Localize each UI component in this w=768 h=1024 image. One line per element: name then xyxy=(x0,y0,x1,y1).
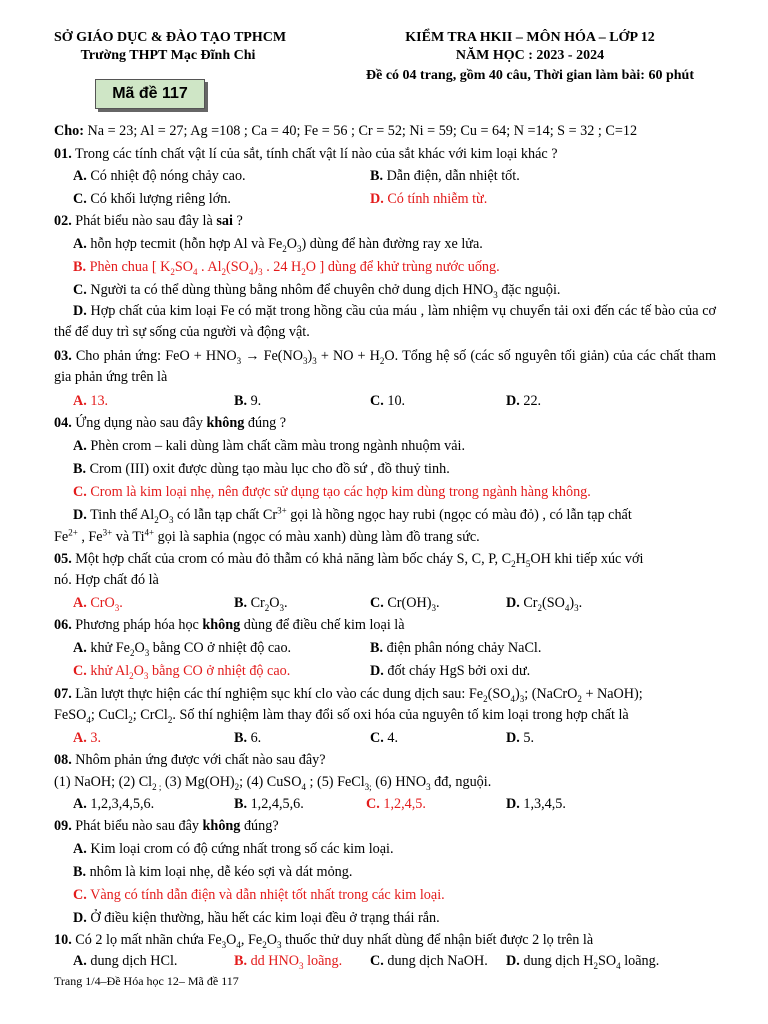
q2-option-b: B. Phèn chua [ $K_2SO_4$ . $Al_2(SO_4)_3$ . 24 $H_2O$ ] dùng để khử trùng nước uống. xyxy=(73,259,500,277)
q1-option-d: D. Có tính nhiễm từ. xyxy=(370,191,488,207)
q6-option-a: A. khử $Fe_2O_3$ bằng CO ở nhiệt độ cao. xyxy=(73,640,292,658)
q8-option-a: A. 1,2,3,4,5,6. xyxy=(73,796,155,812)
question-07-cont: FeSO$_4$; CuCl$_2$; CrCl$_2$. Số thí nghiệm làm thay đổi số oxi hóa của nguyên tố kim loại trong hợp chất là xyxy=(54,707,629,725)
q9-option-c: C. Vàng có tính dẫn điện và dẫn nhiệt tốt nhất trong các kim loại. xyxy=(73,887,445,903)
q5-option-a: A. CrO$_3$. xyxy=(73,595,123,613)
given-data: Cho: Na = 23; Al = 27; Ag =108 ; Ca = 40; Fe = 56 ; Cr = 52; Ni = 59; Cu = 64; N =14; S = 32 ; C=12 xyxy=(54,123,638,139)
question-02: 02. Phát biểu nào sau đây là sai ? xyxy=(54,213,243,229)
q10-option-d: D. dung dịch $H_2SO_4$ loãng. xyxy=(506,953,660,971)
q1-option-a: A. Có nhiệt độ nóng chảy cao. xyxy=(73,168,246,184)
q10-option-b: B. dd $HNO_3$ loãng. xyxy=(234,953,343,971)
exam-code-badge: Mã đề 117 xyxy=(95,79,205,109)
department-name: SỞ GIÁO DỤC & ĐÀO TẠO TPHCM xyxy=(54,30,287,45)
q4-option-d-cont: $Fe^{2+}$ , $Fe^{3+}$ và $Ti^{4+}$ gọi là saphia (ngọc có màu xanh) dùng làm đồ trang sức. xyxy=(54,527,480,545)
q4-option-a: A. Phèn crom – kali dùng làm chất cầm màu trong ngành nhuộm vải. xyxy=(73,438,466,454)
q6-option-d: D. đốt cháy HgS bởi oxi dư. xyxy=(370,663,531,679)
q4-option-c: C. Crom là kim loại nhẹ, nên được sử dụng tạo các hợp kim dùng trong ngành hàng không. xyxy=(73,484,591,500)
q5-option-b: B. $Cr_2O_3$. xyxy=(234,595,288,613)
q7-option-d: D. 5. xyxy=(506,730,534,746)
q9-option-d: D. Ở điều kiện thường, hầu hết các kim loại đều ở trạng thái rắn. xyxy=(73,910,440,926)
question-06: 06. Phương pháp hóa học không dùng để điều chế kim loại là xyxy=(54,617,405,633)
q8-option-c: C. 1,2,4,5. xyxy=(366,796,426,812)
q3-option-c: C. 10. xyxy=(370,393,406,409)
q5-option-c: C. $Cr(OH)_3$. xyxy=(370,595,440,613)
school-name: Trường THPT Mạc Đĩnh Chi xyxy=(80,48,256,63)
question-10: 10. Có 2 lọ mất nhãn chứa $Fe_3O_4$, $Fe_2O_3$ thuốc thử duy nhất dùng để nhận biết được 2 lọ trên là xyxy=(54,932,594,950)
q9-option-a: A. Kim loại crom có độ cứng nhất trong số các kim loại. xyxy=(73,841,394,857)
q3-option-d: D. 22. xyxy=(506,393,542,409)
q9-option-b: B. nhôm là kim loại nhẹ, dễ kéo sợi và dát mỏng. xyxy=(73,864,353,880)
q8-option-d: D. 1,3,4,5. xyxy=(506,796,566,812)
q4-option-b: B. Crom (III) oxit được dùng tạo màu lục cho đồ sứ , đồ thuỷ tinh. xyxy=(73,461,450,477)
question-09: 09. Phát biểu nào sau đây không đúng? xyxy=(54,818,279,834)
q6-option-b: B. điện phân nóng chảy NaCl. xyxy=(370,640,542,656)
exam-info: Đề có 04 trang, gồm 40 câu, Thời gian làm bài: 60 phút xyxy=(366,68,694,83)
question-01: 01. Trong các tính chất vật lí của sắt, tính chất vật lí nào của sắt khác với kim loại khác ? xyxy=(54,146,558,162)
q7-option-a: A. 3. xyxy=(73,730,101,746)
q5-option-d: D. $Cr_2(SO_4)_3$. xyxy=(506,595,583,613)
q7-option-b: B. 6. xyxy=(234,730,262,746)
q10-option-a: A. dung dịch HCl. xyxy=(73,953,178,969)
question-04: 04. Ứng dụng nào sau đây không đúng ? xyxy=(54,415,287,431)
q1-option-c: C. Có khối lượng riêng lớn. xyxy=(73,191,231,207)
exam-title: KIỂM TRA HKII – MÔN HÓA – LỚP 12 xyxy=(405,30,655,45)
q6-option-c: C. khử $Al_2O_3$ bằng CO ở nhiệt độ cao. xyxy=(73,663,291,681)
page-footer: Trang 1/4–Đề Hóa học 12– Mã đề 117 xyxy=(54,974,239,988)
q3-option-b: B. 9. xyxy=(234,393,262,409)
q3-option-a: A. 13. xyxy=(73,393,109,409)
question-05-cont: nó. Hợp chất đó là xyxy=(54,572,159,588)
q8-option-b: B. 1,2,4,5,6. xyxy=(234,796,304,812)
question-05: 05. Một hợp chất của crom có màu đỏ thẫm có khả năng làm bốc cháy S, C, P, $C_2H_5OH$ khi tiếp xúc với xyxy=(54,551,644,569)
q1-option-b: B. Dẫn điện, dẫn nhiệt tốt. xyxy=(370,168,520,184)
question-03: 03. Cho phản ứng: FeO + $HNO_3 \to Fe(NO_3)_3$ + NO + $H_2O$. Tổng hệ số (các số nguyên tối giản) của các chất tham gia phản ứng trên là xyxy=(54,348,716,385)
school-year: NĂM HỌC : 2023 - 2024 xyxy=(455,48,605,63)
q7-option-c: C. 4. xyxy=(370,730,398,746)
q2-option-d: D. Hợp chất của kim loại Fe có mặt trong hồng cầu của máu , làm nhiệm vụ chuyển tải oxi đến các tế bào của cơ thể để duy trì sự sống của người và động vật. xyxy=(54,303,716,340)
question-07: 07. Lần lượt thực hiện các thí nghiệm sục khí clo vào các dung dịch sau: $Fe_2(SO_4)_3$; (NaCrO$_2$ + NaOH); xyxy=(54,686,643,704)
q10-option-c: C. dung dịch NaOH. xyxy=(370,953,488,969)
q4-option-d: D. Tinh thể $Al_2O_3$ có lẫn tạp chất $Cr^{3+}$ gọi là hồng ngọc hay rubi (ngọc có màu đỏ) , có lẫn tạp chất xyxy=(73,505,632,525)
question-08: 08. Nhôm phản ứng được với chất nào sau đây? xyxy=(54,752,326,768)
q8-list: (1) NaOH; (2) $Cl_{2 ;}$ (3) $Mg(OH)_2$; (4) CuSO$_4$ ; (5) FeCl$_{3;}$ (6) $HNO_3$ đđ, nguội. xyxy=(54,774,492,792)
q2-option-a: A. hỗn hợp tecmit (hỗn hợp Al và $Fe_2O_3$) dùng để hàn đường ray xe lửa. xyxy=(73,236,483,254)
q2-option-c: C. Người ta có thể dùng thùng bằng nhôm để chuyên chở dung dịch $HNO_3$ đặc nguội. xyxy=(73,282,561,300)
